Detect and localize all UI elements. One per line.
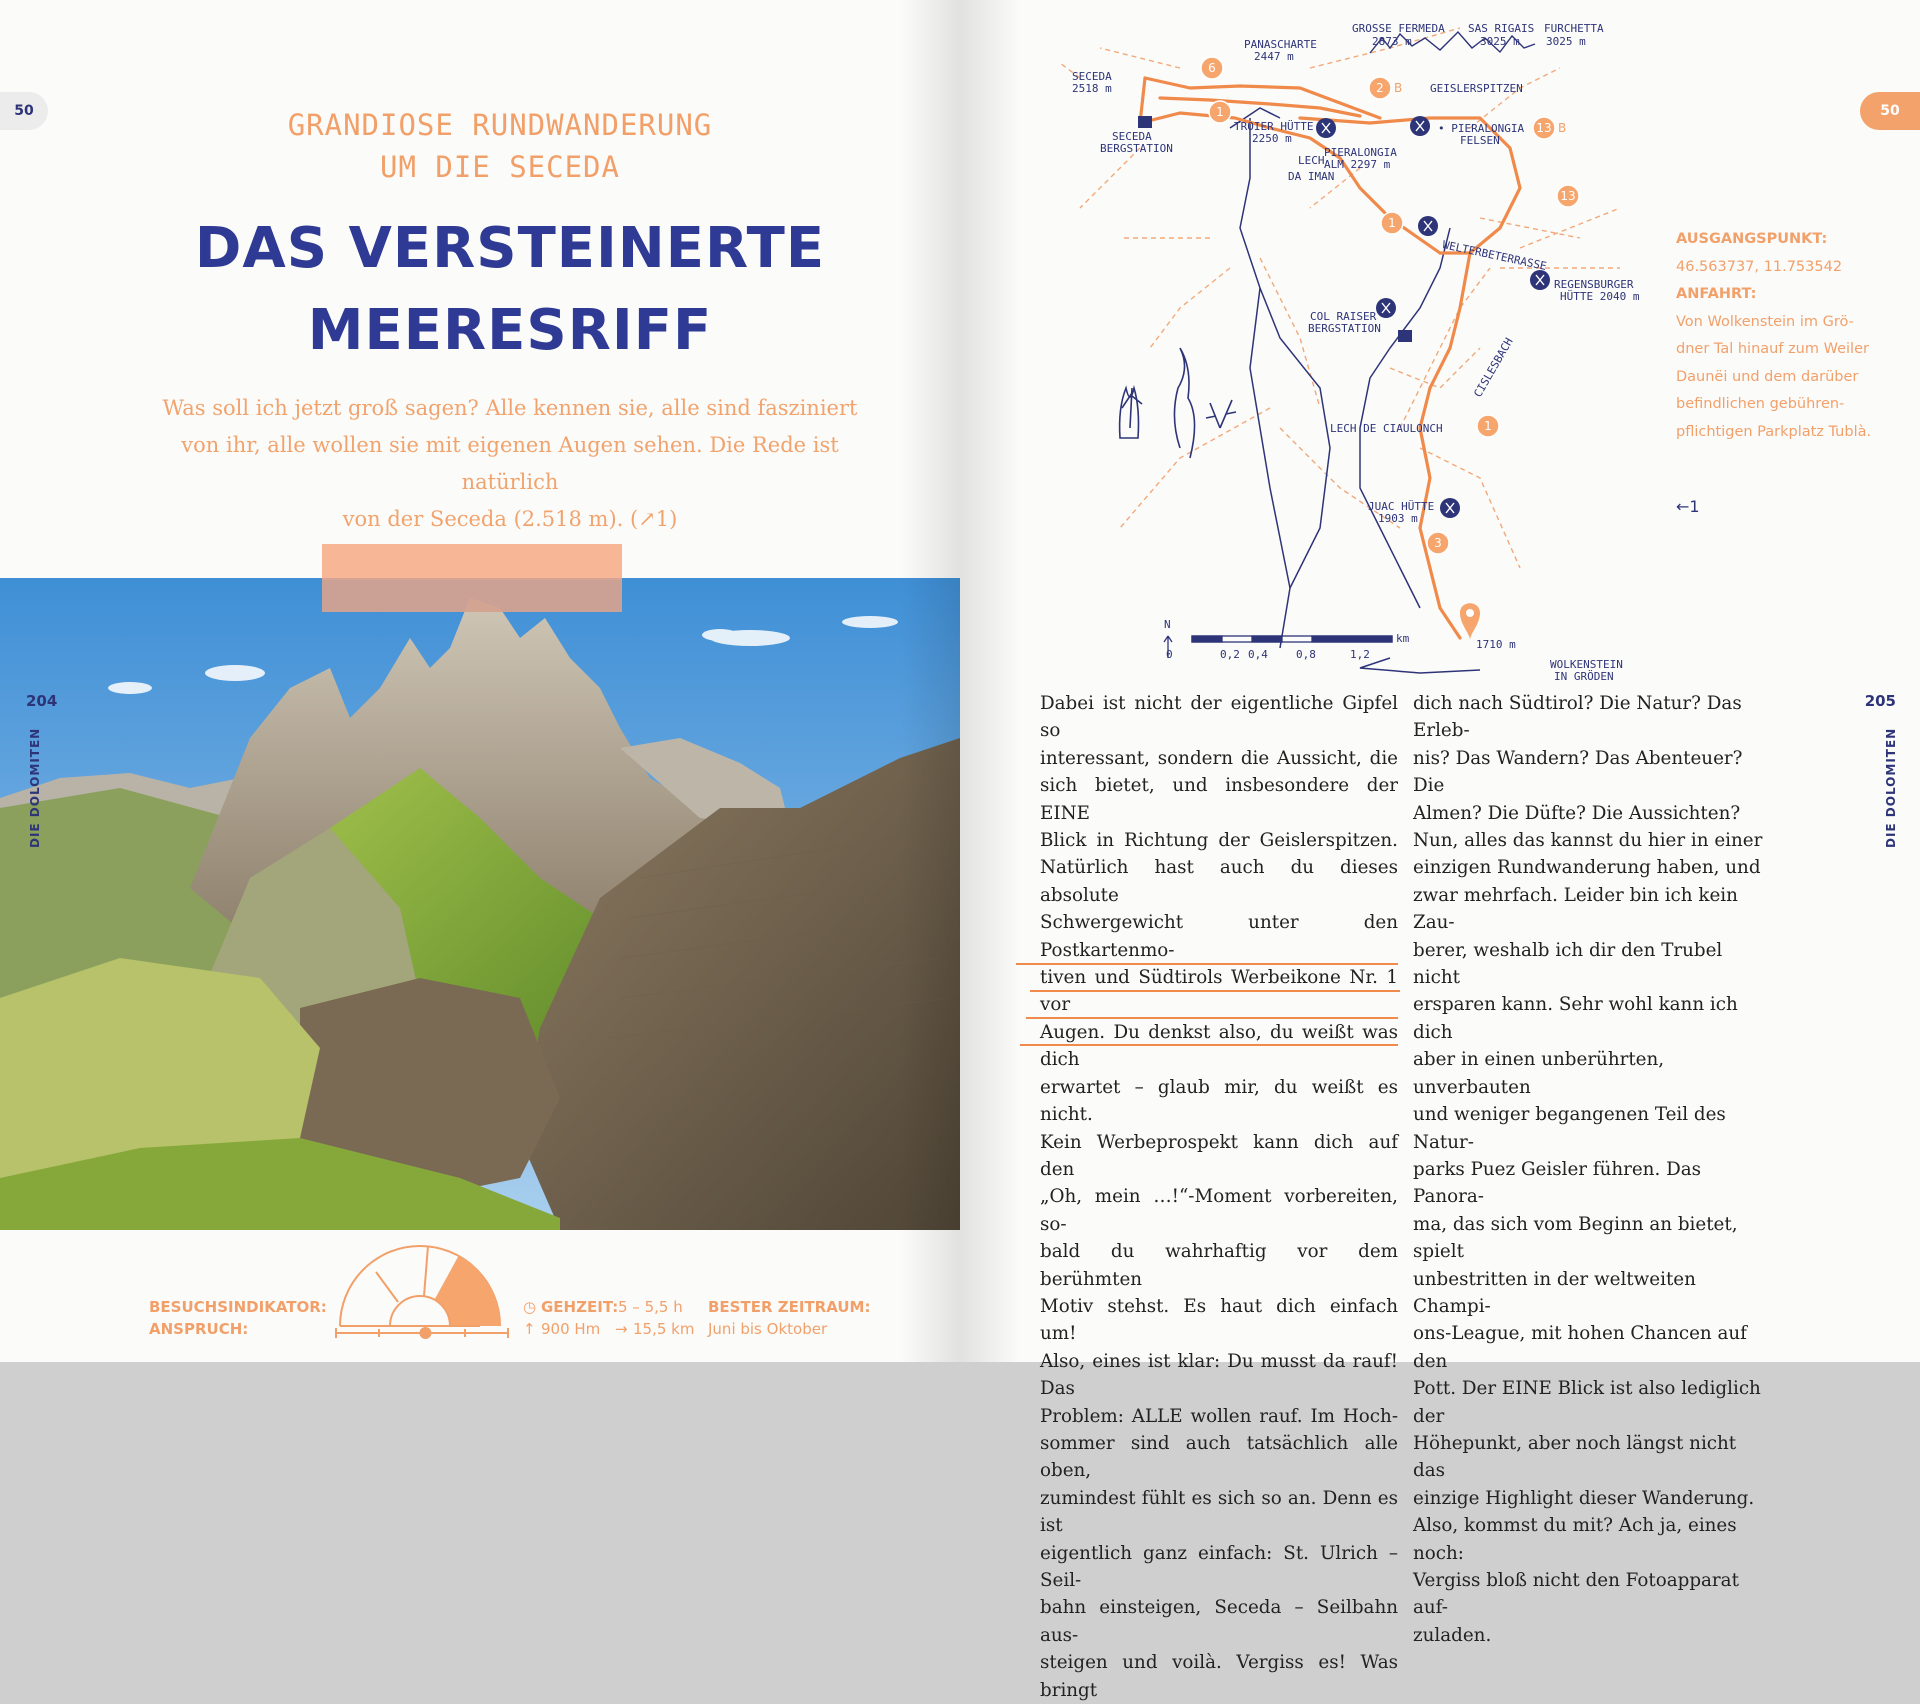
map-marker: 13 [1560,189,1576,203]
map-label: 2518 m [1072,82,1112,95]
body-line: Problem: ALLE wollen rauf. Im Hoch- [1040,1405,1398,1427]
body-line: ma, das sich vom Beginn an bietet, spielt [1413,1213,1738,1263]
route-info [1676,226,1906,446]
body-line: ons-League, mit hohen Chancen auf den [1413,1323,1747,1372]
highlight-underline [1030,990,1400,992]
body-line: und weniger begangenen Teil des Natur- [1413,1104,1726,1153]
map-label: LECH DE CIAULONCH [1330,422,1443,435]
body-line: erwartet – glaub mir, du weißt es nicht. [1040,1076,1398,1126]
map-label: PANASCHARTE [1244,38,1317,51]
map-label: GEISLERSPITZEN [1430,82,1523,95]
map-label: 2873 m [1372,35,1412,48]
body-line: Höhepunkt, aber noch längst nicht das [1413,1432,1737,1482]
map-label: 0,8 [1296,648,1316,661]
body-line: „Oh, mein …!“-Moment vorbereiten, so- [1040,1186,1398,1235]
map-marker: 1 [1388,216,1396,230]
body-line: Vergiss bloß nicht den Fotoapparat auf- [1413,1570,1739,1619]
elevation: 900 Hm [541,1320,601,1338]
best-time: Juni bis Oktober [708,1320,828,1338]
map-label: WELTERBETERRASSE [1441,238,1548,273]
body-line: Schwergewicht unter den Postkartenmo- [1040,912,1398,961]
map-letter: B [1558,121,1567,135]
demand-scale [332,1324,512,1344]
map-label: REGENSBURGER [1554,278,1634,291]
demand-label: ANSPRUCH: [149,1320,249,1338]
page-title [150,208,870,372]
body-line: aber in einen unberührten, unverbauten [1413,1049,1665,1098]
ascent-icon: ↑ [523,1320,536,1338]
map-label: 2250 m [1252,132,1292,145]
lead-line: von der Seceda (2.518 m). (↗1) [342,507,678,531]
body-line: Blick in Richtung der Geislerspitzen. [1040,830,1398,852]
body-line: Augen. Du denkst also, du weißt was dich [1040,1021,1398,1071]
map-label: PIERALONGIA [1324,146,1397,159]
body-line: Kein Werbeprospekt kann dich auf den [1040,1131,1398,1180]
body-line: Also, eines ist klar: Du musst da rauf! Das [1040,1350,1398,1400]
map-label: FURCHETTA [1544,22,1604,35]
chapter-label: DIE DOLOMITEN [28,727,42,848]
map-label: SAS RIGAIS [1468,22,1535,35]
tape-decoration [322,544,622,580]
map-label: ALM 2297 m [1324,158,1391,171]
map-label: COL RAISER [1310,310,1377,323]
left-page [0,0,960,1362]
map-label: TROIER HÜTTE [1234,120,1314,133]
seceda-photo [0,578,960,1230]
map-label: 0,2 [1220,648,1240,661]
page-number: 204 [26,692,58,710]
body-line: ersparen kann. Sehr wohl kann ich dich [1413,994,1738,1043]
body-line: unbestritten in der weltweiten Champi- [1413,1268,1696,1317]
map-label: BERGSTATION [1100,142,1173,155]
walking-time: 5 – 5,5 h [618,1298,683,1316]
body-line: zuladen. [1413,1624,1492,1646]
map-label: 1,2 [1350,648,1370,661]
body-line: dich nach Südtirol? Die Natur? Das Erleb- [1413,693,1742,742]
map-label: HÜTTE 2040 m [1560,290,1640,303]
body-line: bahn einsteigen, Seceda – Seilbahn aus- [1040,1597,1398,1646]
best-time-label: BESTER ZEITRAUM: [708,1298,871,1316]
access-line: Daunëi und dem darüber [1676,368,1859,385]
access-label: ANFAHRT: [1676,286,1757,302]
body-line: Also, kommst du mit? Ach ja, eines noch: [1413,1515,1737,1564]
map-label: LECH [1298,154,1325,167]
lead-line: von ihr, alle wollen sie mit eigenen Augen sehen. Die Rede ist natürlich [181,433,839,494]
body-line: eigentlich ganz einfach: St. Ulrich – Seil- [1040,1542,1398,1591]
tour-stats [0,1232,960,1362]
visit-indicator-label: BESUCHSINDIKATOR: [149,1298,327,1316]
map-label: 3025 m [1546,35,1586,48]
chapter-tab: 50 [1860,92,1920,130]
body-line: einzige Highlight dieser Wanderung. [1413,1487,1755,1509]
map-marker: 2 [1376,81,1384,95]
chapter-tab: 50 [0,92,48,130]
body-column-1 [1040,690,1398,1704]
map-marker: 6 [1208,61,1216,75]
map-label: FELSEN [1460,134,1500,147]
distance: 15,5 km [633,1320,695,1338]
body-line: zwar mehrfach. Leider bin ich kein Zau- [1413,884,1738,934]
distance-icon: → [615,1320,628,1338]
walking-time-label: GEHZEIT: [541,1298,619,1316]
body-line: berer, weshalb ich dir den Trubel nicht [1413,939,1723,989]
map-label: SECEDA [1072,70,1112,83]
map-label: JUAC HÜTTE [1368,500,1435,513]
map-label: 1903 m [1378,512,1418,525]
map-marker: 1 [1484,419,1492,433]
map-marker: 13 [1536,121,1552,135]
map-label: 0 [1166,648,1173,661]
map-marker: 3 [1434,536,1442,550]
access-line: Von Wolkenstein im Grö- [1676,313,1854,330]
kicker-line-2: UM DIE SECEDA [380,150,620,184]
access-line: pflichtigen Parkplatz Tublà. [1676,423,1872,440]
map-label: DA IMAN [1288,170,1335,183]
start-coords: 46.563737, 11.753542 [1676,258,1843,275]
body-line: steigen und voilà. Vergiss es! Was bringt [1040,1652,1398,1701]
body-line: Pott. Der EINE Blick ist also lediglich der [1413,1378,1761,1427]
body-line: Natürlich hast auch du dieses absolute [1040,857,1398,906]
map-label: WOLKENSTEIN [1550,658,1623,671]
map-label: • PIERALONGIA [1438,122,1525,135]
body-column-2 [1413,690,1771,1649]
page-number: 205 [1864,692,1896,710]
map-reference: ←1 [1676,497,1700,516]
body-line: bald du wahrhaftig vor dem berühmten [1040,1241,1398,1290]
body-line: einzigen Rundwanderung haben, und [1413,857,1761,879]
kicker [260,104,740,188]
map-label: 3025 m [1480,35,1520,48]
access-line: dner Tal hinauf zum Weiler [1676,341,1869,357]
map-label: SECEDA [1112,130,1152,143]
body-line: Almen? Die Düfte? Die Aussichten? [1413,802,1741,824]
map-label: 2447 m [1254,50,1294,63]
map-label: km [1396,632,1410,645]
map-label: BERGSTATION [1308,322,1381,335]
lead-line: Was soll ich jetzt groß sagen? Alle kennen sie, alle sind fasziniert [162,396,858,420]
map-label: N [1164,618,1171,631]
map-marker: 1 [1216,105,1224,119]
lead-paragraph [140,390,880,538]
map-label: IN GRÖDEN [1554,670,1614,683]
access-line: befindlichen gebühren- [1676,396,1845,412]
highlight-underline [1016,963,1398,965]
highlight-underline [1026,1017,1398,1019]
body-line: Nun, alles das kannst du hier in einer [1413,830,1763,852]
body-line: zumindest fühlt es sich so an. Denn es ist [1040,1487,1398,1537]
body-line: parks Puez Geisler führen. Das Panora- [1413,1158,1702,1208]
map-letter: B [1394,81,1403,95]
title-line-2: MEERESRIFF [307,298,713,363]
map-label: GROSSE FERMEDA [1352,22,1445,35]
body-line: Motiv stehst. Es haut dich einfach um! [1040,1295,1398,1345]
map-label: 0,4 [1248,648,1268,661]
clock-icon: ◷ [523,1298,537,1316]
body-line: Dabei ist nicht der eigentliche Gipfel so [1040,693,1398,742]
body-line: sommer sind auch tatsächlich alle oben, [1040,1432,1398,1482]
route-map [1060,8,1640,688]
body-line: tiven und Südtirols Werbeikone Nr. 1 vor [1040,967,1398,1016]
body-line: sich bietet, und insbesondere der EINE [1040,775,1398,824]
map-label: 1710 m [1476,638,1516,651]
body-line: nis? Das Wandern? Das Abenteuer? Die [1413,747,1743,797]
kicker-line-1: GRANDIOSE RUNDWANDERUNG [287,108,713,142]
chapter-label: DIE DOLOMITEN [1884,727,1898,848]
body-line: interessant, sondern die Aussicht, die [1040,747,1398,769]
highlight-underline [1020,1044,1398,1046]
start-label: AUSGANGSPUNKT: [1676,231,1828,247]
map-label: CISLESBACH [1471,335,1516,400]
title-line-1: DAS VERSTEINERTE [194,216,826,281]
tape-decoration [322,578,622,612]
